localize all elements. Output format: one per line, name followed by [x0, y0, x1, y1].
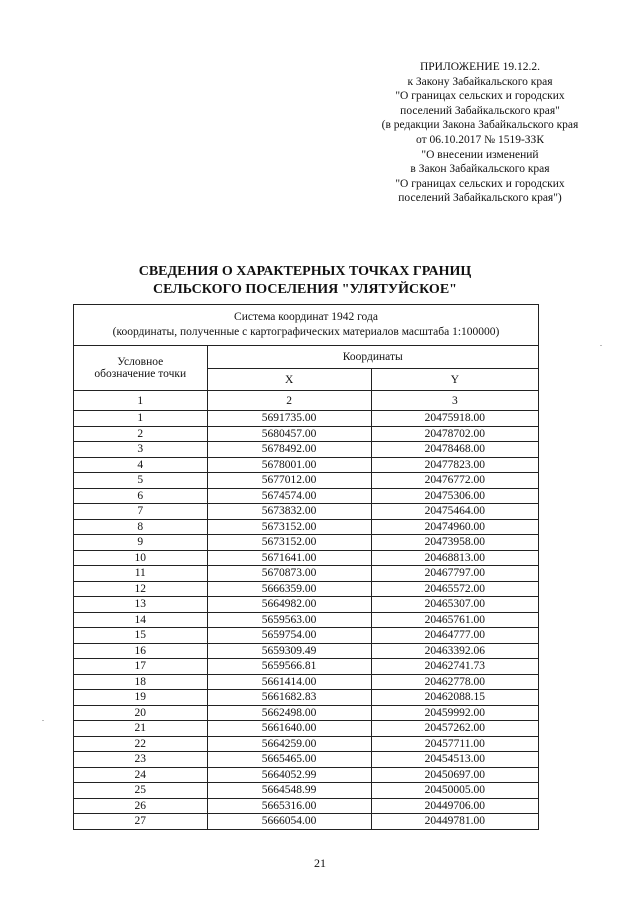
point-id-cell: 20	[74, 705, 208, 721]
y-coordinate-cell: 20477823.00	[371, 457, 538, 473]
point-id-cell: 22	[74, 736, 208, 752]
point-id-cell: 21	[74, 721, 208, 737]
scan-speck	[42, 720, 44, 721]
table-row	[74, 705, 539, 721]
x-coordinate-cell: 5680457.00	[207, 426, 371, 442]
x-coordinate-cell: 5670873.00	[207, 566, 371, 582]
point-id-cell: 13	[74, 597, 208, 613]
x-coordinate-cell: 5659309.49	[207, 643, 371, 659]
table-row	[74, 581, 539, 597]
point-id-cell: 27	[74, 814, 208, 830]
table-row	[74, 519, 539, 535]
x-coordinate-cell: 5666054.00	[207, 814, 371, 830]
x-coordinate-cell: 5673832.00	[207, 504, 371, 520]
column-number-row	[74, 391, 539, 411]
table-row	[74, 597, 539, 613]
point-id-cell: 18	[74, 674, 208, 690]
y-coordinate-cell: 20478702.00	[371, 426, 538, 442]
x-coordinate-cell: 5678492.00	[207, 442, 371, 458]
y-coordinate-cell: 20450005.00	[371, 783, 538, 799]
y-coordinate-cell: 20467797.00	[371, 566, 538, 582]
y-coordinate-cell: 20459992.00	[371, 705, 538, 721]
point-id-cell: 14	[74, 612, 208, 628]
coordinate-system-note: (координаты, полученные с картографических материалов масштаба 1:100000)	[112, 326, 500, 338]
appendix-line: поселений Забайкальского края")	[398, 192, 562, 205]
y-coordinate-cell: 20475464.00	[371, 504, 538, 520]
table-row	[74, 550, 539, 566]
point-id-cell: 16	[74, 643, 208, 659]
point-id-cell: 6	[74, 488, 208, 504]
table-row	[74, 535, 539, 551]
point-id-cell: 1	[74, 411, 208, 427]
appendix-line: (в редакции Закона Забайкальского края	[381, 119, 579, 132]
x-coordinate-cell: 5661682.83	[207, 690, 371, 706]
appendix-line: "О границах сельских и городских	[395, 177, 565, 190]
header-x: X	[207, 369, 371, 391]
appendix-line: ПРИЛОЖЕНИЕ 19.12.2.	[419, 61, 541, 73]
table-row	[74, 690, 539, 706]
point-id-cell: 24	[74, 767, 208, 783]
y-coordinate-cell: 20462778.00	[371, 674, 538, 690]
point-id-cell: 15	[74, 628, 208, 644]
header-point-id-line-2: обозначение точки	[94, 368, 187, 380]
point-id-cell: 25	[74, 783, 208, 799]
point-id-cell: 12	[74, 581, 208, 597]
y-coordinate-cell: 20465572.00	[371, 581, 538, 597]
x-coordinate-cell: 5659566.81	[207, 659, 371, 675]
table-row	[74, 442, 539, 458]
column-number-3: 3	[371, 391, 538, 411]
table-row	[74, 767, 539, 783]
table-row	[74, 783, 539, 799]
point-id-cell: 17	[74, 659, 208, 675]
y-coordinate-cell: 20475918.00	[371, 411, 538, 427]
point-id-cell: 8	[74, 519, 208, 535]
appendix-line: "О границах сельских и городских	[395, 90, 565, 103]
table-row	[74, 426, 539, 442]
table-row	[74, 721, 539, 737]
appendix-line: в Закон Забайкальского края	[410, 163, 550, 176]
table-row	[74, 566, 539, 582]
appendix-line: к Закону Забайкальского края	[407, 75, 553, 88]
x-coordinate-cell: 5664259.00	[207, 736, 371, 752]
table-row	[74, 798, 539, 814]
table-row	[74, 473, 539, 489]
table-row	[74, 411, 539, 427]
x-coordinate-cell: 5664982.00	[207, 597, 371, 613]
table-row	[74, 612, 539, 628]
table-row	[74, 814, 539, 830]
point-id-cell: 9	[74, 535, 208, 551]
y-coordinate-cell: 20449706.00	[371, 798, 538, 814]
table-row	[74, 504, 539, 520]
y-coordinate-cell: 20454513.00	[371, 752, 538, 768]
point-id-cell: 3	[74, 442, 208, 458]
y-coordinate-cell: 20473958.00	[371, 535, 538, 551]
x-coordinate-cell: 5674574.00	[207, 488, 371, 504]
coordinate-system-row	[74, 305, 539, 346]
x-coordinate-cell: 5659563.00	[207, 612, 371, 628]
point-id-cell: 23	[74, 752, 208, 768]
x-coordinate-cell: 5666359.00	[207, 581, 371, 597]
point-id-cell: 5	[74, 473, 208, 489]
x-coordinate-cell: 5665465.00	[207, 752, 371, 768]
x-coordinate-cell: 5673152.00	[207, 519, 371, 535]
table-row	[74, 674, 539, 690]
y-coordinate-cell: 20463392.06	[371, 643, 538, 659]
y-coordinate-cell: 20450697.00	[371, 767, 538, 783]
x-coordinate-cell: 5665316.00	[207, 798, 371, 814]
y-coordinate-cell: 20465307.00	[371, 597, 538, 613]
title-line-2: СЕЛЬСКОГО ПОСЕЛЕНИЯ "УЛЯТУЙСКОЕ"	[153, 282, 457, 297]
y-coordinate-cell: 20474960.00	[371, 519, 538, 535]
x-coordinate-cell: 5662498.00	[207, 705, 371, 721]
y-coordinate-cell: 20464777.00	[371, 628, 538, 644]
header-coordinates: Координаты	[207, 346, 539, 369]
point-id-cell: 10	[74, 550, 208, 566]
y-coordinate-cell: 20462741.73	[371, 659, 538, 675]
appendix-line: "О внесении изменений	[421, 148, 539, 161]
header-point-id-line-1: Условное	[117, 356, 164, 368]
y-coordinate-cell: 20462088.15	[371, 690, 538, 706]
table-row	[74, 752, 539, 768]
table-row	[74, 628, 539, 644]
page-number: 21	[314, 856, 326, 870]
y-coordinate-cell: 20457262.00	[371, 721, 538, 737]
x-coordinate-cell: 5664548.99	[207, 783, 371, 799]
y-coordinate-cell: 20465761.00	[371, 612, 538, 628]
x-coordinate-cell: 5691735.00	[207, 411, 371, 427]
table-row	[74, 643, 539, 659]
point-id-cell: 7	[74, 504, 208, 520]
document-title	[70, 263, 540, 299]
header-point-id	[74, 346, 208, 391]
coordinate-system-title: Система координат 1942 года	[234, 311, 378, 323]
point-id-cell: 11	[74, 566, 208, 582]
header-row	[74, 346, 539, 369]
point-id-cell: 4	[74, 457, 208, 473]
x-coordinate-cell: 5677012.00	[207, 473, 371, 489]
table-row	[74, 736, 539, 752]
x-coordinate-cell: 5659754.00	[207, 628, 371, 644]
y-coordinate-cell: 20468813.00	[371, 550, 538, 566]
coordinates-table	[73, 304, 539, 830]
appendix-header	[340, 60, 620, 206]
column-number-2: 2	[207, 391, 371, 411]
coordinate-system-cell	[74, 305, 539, 346]
x-coordinate-cell: 5661640.00	[207, 721, 371, 737]
x-coordinate-cell: 5678001.00	[207, 457, 371, 473]
y-coordinate-cell: 20457711.00	[371, 736, 538, 752]
x-coordinate-cell: 5661414.00	[207, 674, 371, 690]
x-coordinate-cell: 5671641.00	[207, 550, 371, 566]
y-coordinate-cell: 20478468.00	[371, 442, 538, 458]
table-row	[74, 457, 539, 473]
appendix-line: поселений Забайкальского края"	[400, 104, 560, 117]
x-coordinate-cell: 5673152.00	[207, 535, 371, 551]
point-id-cell: 2	[74, 426, 208, 442]
title-line-1: СВЕДЕНИЯ О ХАРАКТЕРНЫХ ТОЧКАХ ГРАНИЦ	[138, 264, 472, 279]
header-y: Y	[371, 369, 538, 391]
table-row	[74, 659, 539, 675]
point-id-cell: 26	[74, 798, 208, 814]
point-id-cell: 19	[74, 690, 208, 706]
y-coordinate-cell: 20449781.00	[371, 814, 538, 830]
y-coordinate-cell: 20475306.00	[371, 488, 538, 504]
x-coordinate-cell: 5664052.99	[207, 767, 371, 783]
y-coordinate-cell: 20476772.00	[371, 473, 538, 489]
scan-speck	[600, 345, 602, 346]
table-row	[74, 488, 539, 504]
appendix-line: от 06.10.2017 № 1519-ЗЗК	[416, 133, 544, 146]
column-number-1: 1	[74, 391, 208, 411]
